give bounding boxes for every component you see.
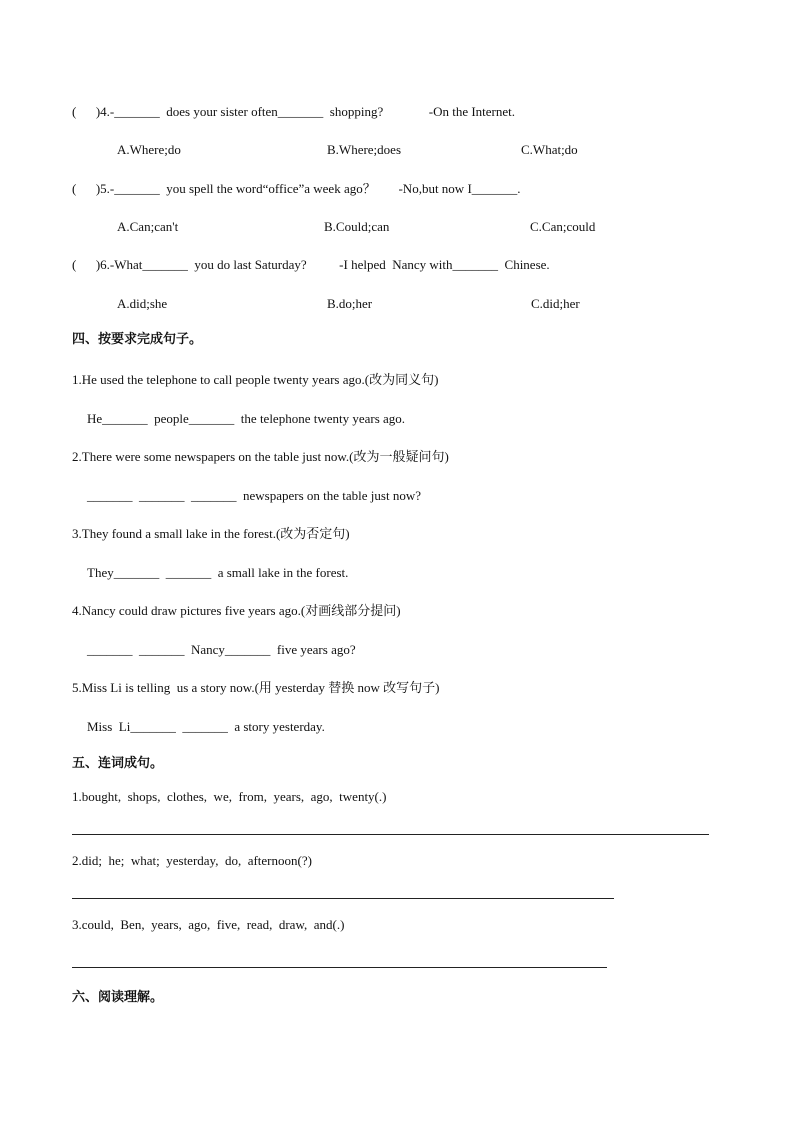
section-4-answer-line-4: _______ _______ Nancy_______ five years ago? (87, 642, 356, 657)
section-6-heading: 六、阅读理解。 (72, 990, 164, 1005)
question-6-option-a: A.did;she (117, 296, 168, 311)
section-4-answer-line-2: _______ _______ _______ newspapers on the table just now? (87, 488, 421, 503)
section-4-heading: 四、按要求完成句子。 (72, 332, 203, 347)
question-5-option-c: C.Can;could (530, 219, 596, 234)
section-4-answer-line-5: Miss Li_______ _______ a story yesterday. (87, 719, 325, 734)
question-6-option-b: B.do;her (327, 296, 373, 311)
section-4-question-5: 5.Miss Li is telling us a story now.(用 yesterday 替换 now 改写句子) (72, 680, 440, 695)
section-4-question-4: 4.Nancy could draw pictures five years ago.(对画线部分提问) (72, 603, 401, 618)
question-4-stem: ( )4.-_______ does your sister often_______ shopping? -On the Internet. (72, 104, 516, 119)
question-4-option-c: C.What;do (521, 142, 578, 157)
answer-rule-2 (72, 898, 614, 899)
answer-rule-3 (72, 967, 607, 968)
section-4-answer-line-1: He_______ people_______ the telephone twenty years ago. (87, 411, 406, 426)
question-5-stem: ( )5.-_______ you spell the word“office”a week ago？ -No,but now I_______. (72, 181, 521, 196)
question-6-option-c: C.did;her (531, 296, 580, 311)
section-4-question-2: 2.There were some newspapers on the table just now.(改为一般疑问句) (72, 449, 449, 464)
question-5-option-b: B.Could;can (324, 219, 390, 234)
section-5-heading: 五、连词成句。 (72, 756, 164, 771)
question-6-stem: ( )6.-What_______ you do last Saturday? -I helped Nancy with_______ Chinese. (72, 257, 550, 272)
section-5-item-1: 1.bought, shops, clothes, we, from, years, ago, twenty(.) (72, 789, 387, 804)
question-4-option-a: A.Where;do (117, 142, 181, 157)
question-5-option-a: A.Can;can't (117, 219, 179, 234)
question-4-option-b: B.Where;does (327, 142, 402, 157)
section-5-item-2: 2.did; he; what; yesterday, do, afternoon(?) (72, 853, 312, 868)
section-4-question-3: 3.They found a small lake in the forest.(改为否定句) (72, 526, 350, 541)
section-4-answer-line-3: They_______ _______ a small lake in the forest. (87, 565, 349, 580)
section-4-question-1: 1.He used the telephone to call people twenty years ago.(改为同义句) (72, 372, 439, 387)
section-5-item-3: 3.could, Ben, years, ago, five, read, draw, and(.) (72, 917, 345, 932)
answer-rule-1 (72, 834, 709, 835)
